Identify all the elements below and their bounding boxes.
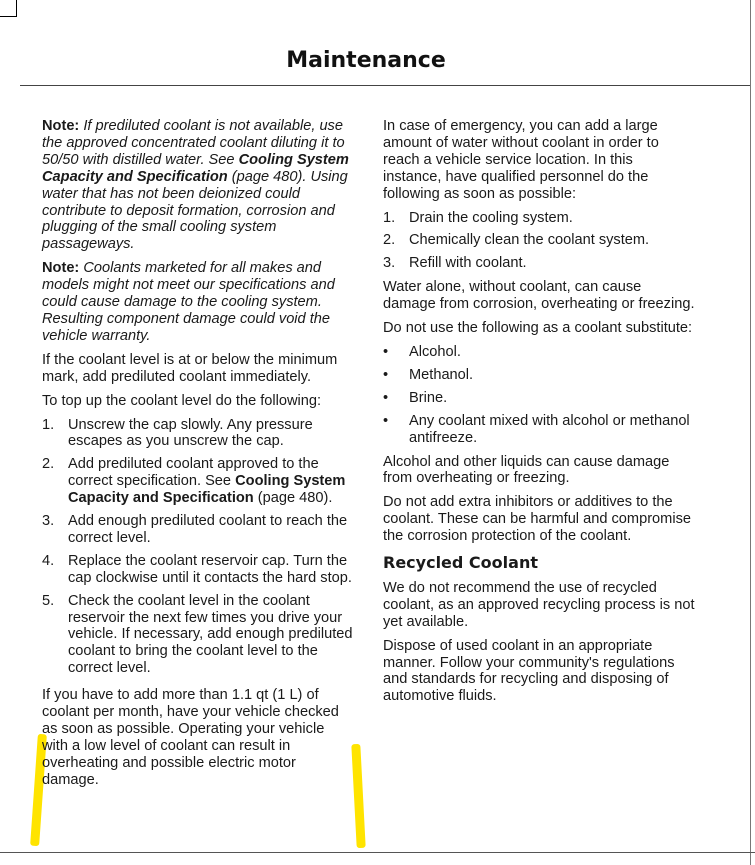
page-title: Maintenance [286, 48, 446, 73]
list-item [383, 232, 695, 249]
bullet-text: Any coolant mixed with alcohol or methanol antifreeze. [409, 412, 690, 446]
body-paragraph: If the coolant level is at or below the minimum mark, add prediluted coolant immediately. [42, 351, 338, 385]
step-number: 2. [383, 232, 396, 249]
body-paragraph: In case of emergency, you can add a large amount of water without coolant in order to reach a vehicle service location. In this instance, have qualified personnel do the following as soon as possible: [383, 118, 659, 202]
note-text: If prediluted coolant is not available, use the approved concentrated coolant diluting it to 50/50 with distilled water. See [42, 118, 345, 168]
list-item [383, 210, 695, 227]
right-column [383, 118, 695, 712]
body-paragraph: Water alone, without coolant, can cause damage from corrosion, overheating or freezing. [383, 279, 695, 313]
step-text: Add enough prediluted coolant to reach the correct level. [68, 513, 348, 546]
list-item [42, 553, 354, 587]
step-text: Refill with coolant. [409, 255, 527, 272]
list-item [383, 255, 695, 272]
step-text: Unscrew the cap slowly. Any pressure escapes as you unscrew the cap. [68, 416, 313, 450]
bullet-icon: • [383, 343, 389, 360]
list-item [383, 367, 695, 384]
bullet-icon: • [383, 366, 389, 383]
note-label: Note: [42, 118, 80, 134]
list-item [383, 344, 695, 361]
body-paragraph: Dispose of used coolant in an appropriate manner. Follow your community's regulations and standards for recycling and disposing of automotive fluids. [383, 637, 675, 705]
bullet-text: Brine. [409, 389, 448, 406]
steps-list [383, 210, 695, 273]
note-paragraph [42, 118, 354, 253]
step-number: 1. [42, 416, 55, 433]
step-number: 3. [383, 255, 396, 272]
step-text: Drain the cooling system. [409, 209, 573, 226]
body-paragraph: Do not use the following as a coolant substitute: [383, 320, 693, 337]
step-text: Replace the coolant reservoir cap. Turn the cap clockwise until it contacts the hard stop. [68, 552, 352, 586]
step-number: 3. [42, 513, 55, 530]
step-text: Check the coolant level in the coolant reservoir the next few times you drive your vehicle. If necessary, add enough prediluted coolant to bring the coolant level to the correct level. [68, 592, 353, 677]
list-item [42, 513, 354, 547]
bullet-text: Methanol. [409, 366, 474, 383]
note-paragraph [42, 260, 354, 345]
body-paragraph: We do not recommend the use of recycled coolant, as an approved recycling process is not yet available. [383, 579, 695, 630]
cross-reference-link[interactable]: Cooling System Capacity and Specification [68, 473, 346, 507]
step-text: Add prediluted coolant approved to the correct specification. See [68, 456, 319, 490]
step-text: (page 480). [253, 490, 333, 507]
page-corner-mark [0, 0, 17, 17]
list-item [42, 593, 354, 678]
list-item [42, 417, 354, 451]
steps-list [42, 417, 354, 678]
body-paragraph: Do not add extra inhibitors or additives to the coolant. These can be harmful and compromise the corrosion protection of the coolant. [383, 494, 691, 545]
left-column [42, 118, 354, 796]
note-text: Coolants marketed for all makes and models might not meet our specifications and could cause damage to the cooling system. Resulting component damage could void the vehicle warranty. [42, 260, 335, 344]
step-number: 2. [42, 456, 55, 473]
step-number: 5. [42, 592, 55, 609]
note-label: Note: [42, 260, 80, 277]
step-text: Chemically clean the coolant system. [409, 232, 650, 249]
page-bottom-edge [0, 852, 755, 853]
bullet-list [383, 344, 695, 447]
body-paragraph: To top up the coolant level do the following: [42, 392, 322, 409]
cross-reference-link[interactable]: Cooling System Capacity and Specification [42, 151, 349, 185]
title-divider [20, 85, 750, 86]
bullet-icon: • [383, 389, 389, 406]
highlighted-paragraph: If you have to add more than 1.1 qt (1 L) of coolant per month, have your vehicle checked as soon as possible. Operating your vehicle with a low level of coolant can result in overheating and possible electric motor damage. [42, 687, 339, 788]
body-paragraph: Alcohol and other liquids can cause damage from overheating or freezing. [383, 453, 670, 487]
list-item [383, 390, 695, 407]
bullet-icon: • [383, 412, 389, 429]
bullet-text: Alcohol. [409, 343, 461, 360]
list-item [383, 413, 695, 447]
page-right-edge [750, 0, 751, 865]
step-number: 1. [383, 209, 396, 226]
section-heading: Recycled Coolant [383, 553, 538, 573]
step-number: 4. [42, 552, 55, 569]
list-item [42, 456, 354, 507]
note-text: (page 480). Using water that has not been deionized could contribute to deposit formation, corrosion and plugging of the small cooling system passageways. [42, 168, 348, 253]
